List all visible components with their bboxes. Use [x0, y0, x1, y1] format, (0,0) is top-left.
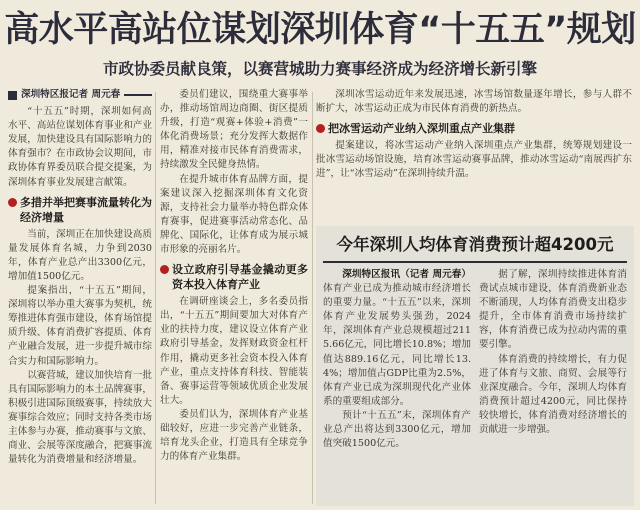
red-dot-icon	[316, 124, 325, 133]
paragraph: 预计“十五五”末，深圳体育产业总产出将达到3300亿元，增加值突破1500亿元。	[323, 409, 471, 450]
article-column-1	[8, 88, 152, 506]
byline-rule	[124, 94, 152, 96]
subheadline: 市政协委员献良策，以赛营城助力赛事经济成为经济增长新引擎	[102, 59, 537, 78]
paragraph: 在调研座谈会上，多名委员指出，“十五五”期间要加大对体育产业的扶持力度，建议设立体育产业政府引导基金，发挥财政资金杠杆作用，撬动更多社会资本投入体育产业，重点支持体育科技、智能装备、赛事运营等领域优质企业发展壮大。	[160, 296, 308, 406]
article-column-3	[316, 88, 632, 222]
paragraph: 体育产业已成为推动城市经济增长的重要力量。“十五五”以来，深圳体育产业发展势头强劲，2024年，深圳体育产业总规模超过2115.66亿元，同比增长10.8%；增加值达889.16亿元，同比增长13.4%；增加值占GDP比重为2.5%，体育产业已成为深圳现代化产业体系的重要组成部分。	[323, 283, 471, 407]
box-title: 今年深圳人均体育消费预计超4200元	[323, 232, 627, 263]
box-byline: 深圳特区报讯（记者 周元春）	[342, 269, 471, 280]
column-divider	[155, 92, 156, 504]
paragraph: 以赛营城，建议加快培育一批具有国际影响力的本土品牌赛事，积极引进国际顶级赛事，持续放大赛事综合效应；同时支持各类市场主体参与办赛，推动赛事与文旅、商业、会展等深度融合，把赛事流量转化为消费增量和经济增量。	[8, 369, 152, 466]
paragraph: 据了解，深圳持续推进体育消费试点城市建设，体育消费新业态不断涌现，人均体育消费支出稳步提升，全市体育消费市场持续扩容，体育消费已成为拉动内需的重要引擎。	[479, 269, 627, 351]
byline	[8, 88, 152, 102]
sidebar-news-box	[316, 226, 634, 506]
red-dot-icon	[160, 265, 169, 274]
paragraph: 深圳冰雪运动近年来发展迅速，冰雪场馆数量逐年增长，参与人群不断扩大，冰雪运动正成为市民体育消费的新热点。	[316, 89, 632, 115]
section-heading-2: 设立政府引导基金撬动更多资本投入体育产业	[160, 262, 308, 292]
headline: 高水平高站位谋划深圳体育“十五五”规划	[4, 10, 636, 50]
paragraph: 在提升城市体育品牌方面，提案建议深入挖掘深圳体育文化资源，支持社会力量举办特色群众体育赛事，促进赛事活动常态化、品牌化、国际化，让体育成为展示城市形象的亮丽名片。	[160, 173, 308, 256]
paragraph: 提案建议，将冰雪运动产业纳入深圳重点产业集群，统筹规划建设一批冰雪运动场馆设施，培育冰雪运动赛事品牌，推动冰雪运动“南展西扩东进”，让“冰雪运动”在深圳持续升温。	[316, 140, 632, 180]
box-column-right	[479, 268, 627, 500]
byline-square-icon	[8, 91, 17, 100]
section-heading-1: 多措并举把赛事流量转化为经济增量	[8, 195, 152, 225]
red-dot-icon	[8, 198, 17, 207]
paragraph: 当前，深圳正在加快建设高质量发展体育名城，力争到2030年，体育产业总产出3300亿元，增加值1500亿元。	[8, 228, 152, 282]
intro-paragraph: “十五五”时期，深圳如何高水平、高站位谋划体育事业和产业发展，加快建设具有国际影响力的体育强市？在市政协会议期间，市政协体育界委员联合提交提案，为深圳体育事业发展建言献策。	[8, 106, 152, 188]
box-column-left	[323, 268, 471, 500]
paragraph: 委员们建议，围绕重大赛事举办，推动场馆周边商圈、街区提质升级，打造“观赛+体验+消费”一体化消费场景；充分发挥大数据作用，精准对接市民体育消费需求，持续激发全民健身热情。	[160, 89, 308, 171]
byline-text: 深圳特区报记者 周元春	[21, 89, 121, 100]
paragraph: 委员们认为，深圳体育产业基础较好，应进一步完善产业链条，培育龙头企业，打造具有全球竞争力的体育产业集群。	[160, 408, 308, 463]
box-columns	[323, 268, 627, 500]
paragraph: 提案指出，“十五五”期间，深圳将以举办重大赛事为契机，统筹推进体育强市建设，体育场馆提质升级、体育消费扩容提质、体育产业融合发展，进一步提升城市综合实力和国际影响力。	[8, 285, 152, 367]
article-column-2	[160, 88, 308, 506]
section-heading-3: 把冰雪运动产业纳入深圳重点产业集群	[316, 121, 632, 136]
paragraph: 体育消费的持续增长，有力促进了体育与文旅、商贸、会展等行业深度融合。今年，深圳人均体育消费预计超过4200元，同比保持较快增长，体育消费对经济增长的贡献进一步增强。	[479, 353, 627, 436]
column-divider	[312, 92, 313, 504]
